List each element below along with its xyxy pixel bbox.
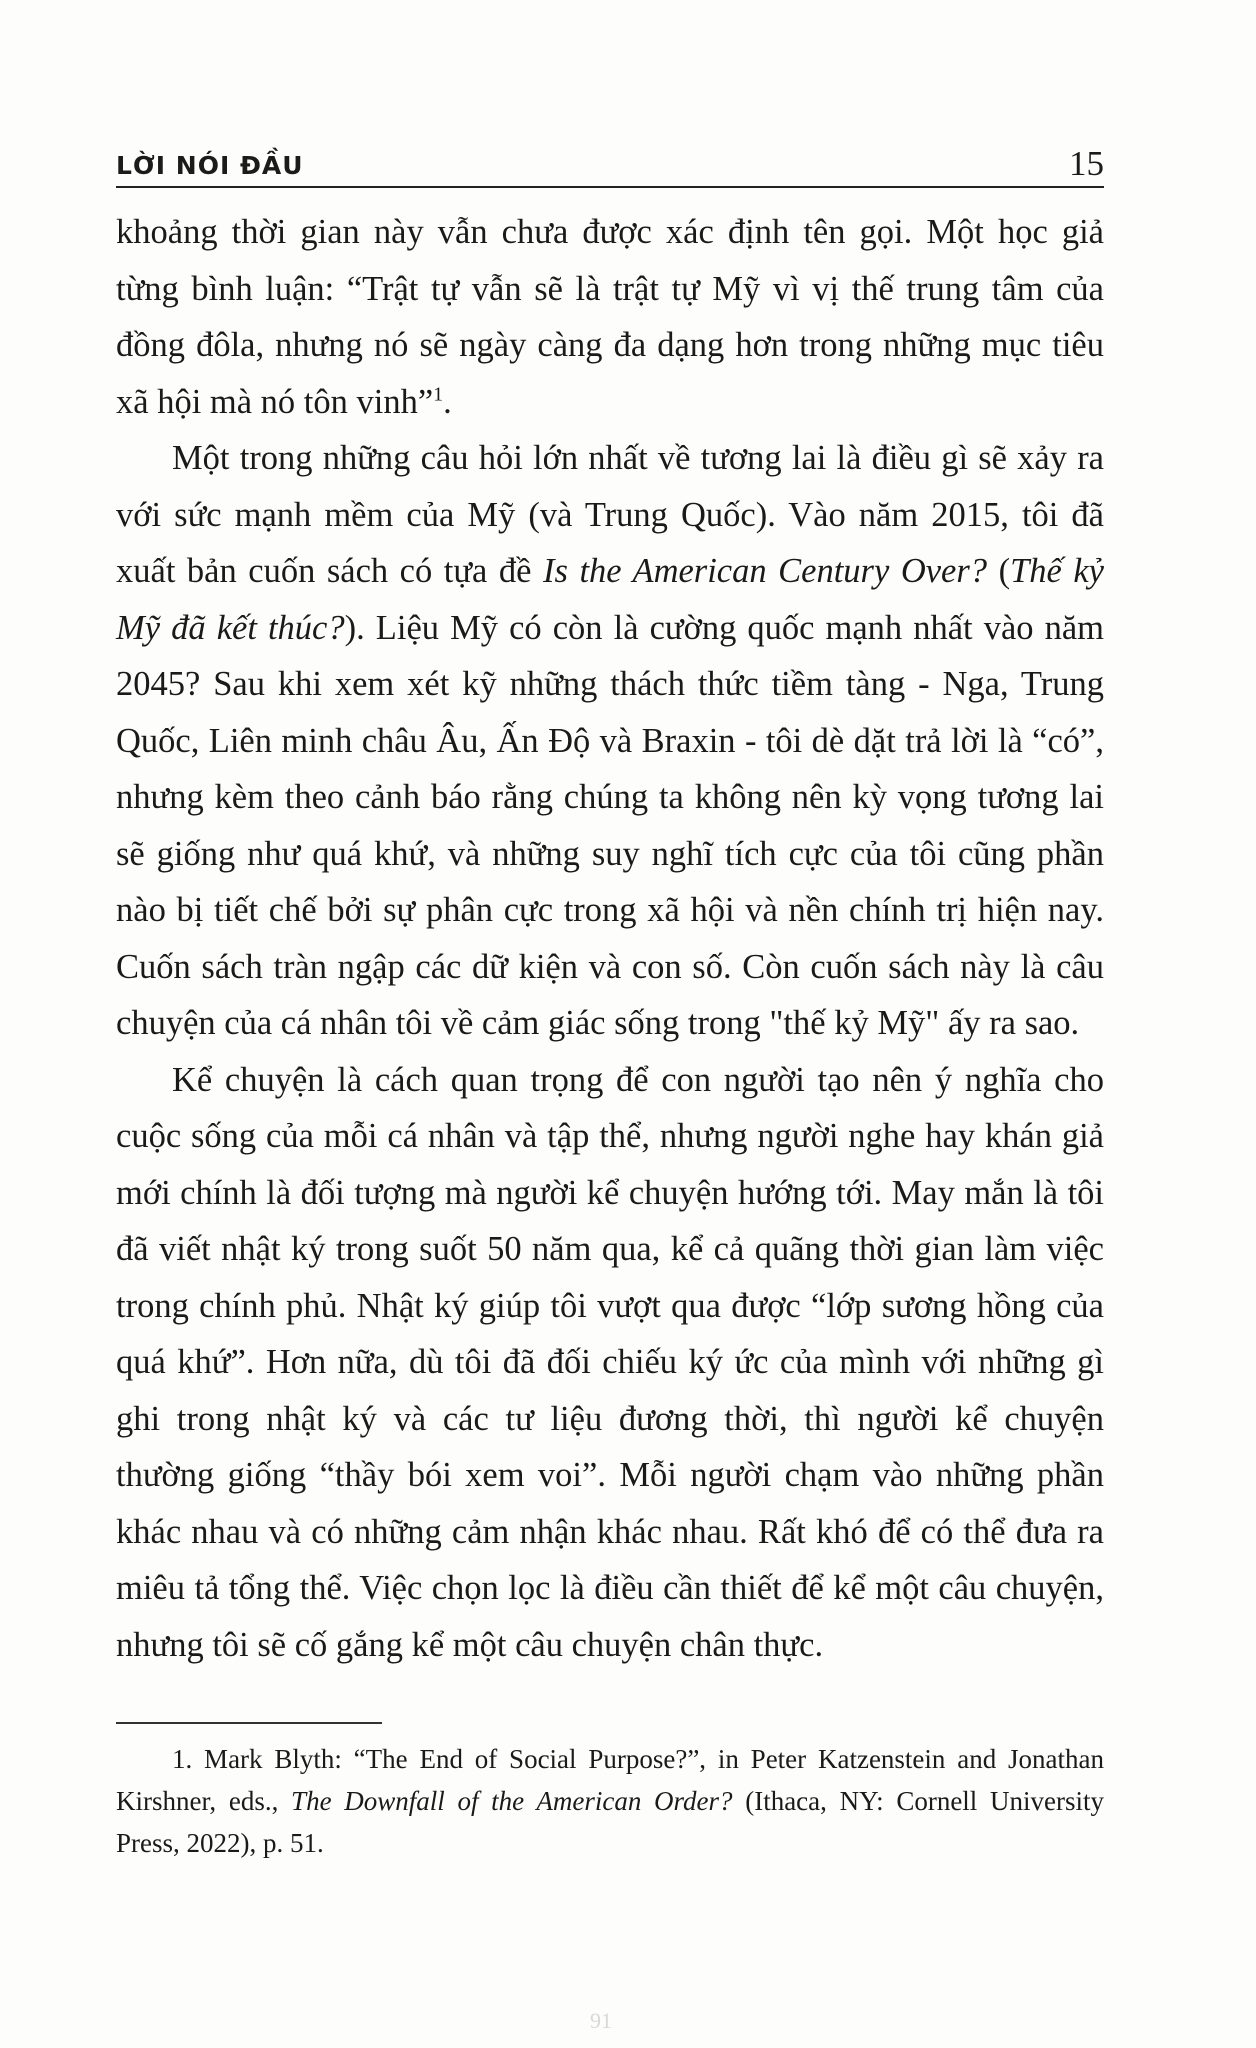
paragraph-2 (116, 430, 1104, 1052)
paragraph-3-text: Kể chuyện là cách quan trọng để con người tạo nên ý nghĩa cho cuộc sống của mỗi cá nhân và tập thể, nhưng người nghe hay khán giả mới chính là đối tượng mà người kể chuyện hướng tới. May mắn là tôi đã viết nhật ký trong suốt 50 năm qua, kể cả quãng thời gian làm việc trong chính phủ. Nhật ký giúp tôi vượt qua được “lớp sương hồng của quá khứ”. Hơn nữa, dù tôi đã đối chiếu ký ức của mình với những gì ghi trong nhật ký và các tư liệu đương thời, thì người kể chuyện thường giống “thầy bói xem voi”. Mỗi người chạm vào những phần khác nhau và có những cảm nhận khác nhau. Rất khó để có thể đưa ra miêu tả tổng thể. Việc chọn lọc là điều cần thiết để kể một câu chuyện, nhưng tôi sẽ cố gắng kể một câu chuyện chân thực. (116, 1060, 1104, 1664)
footnote-divider (116, 1722, 382, 1724)
scan-mark: 91 (590, 2008, 612, 2033)
running-header (116, 138, 1104, 188)
page-number: 15 (1069, 144, 1104, 183)
footnote-lead: 1. Mark Blyth: “The End of Social Purpose?”, in Peter Katzenstein and Jonathan Kirshner, eds., (116, 1744, 1104, 1816)
footnote-rest: (Ithaca, NY: Cornell University Press, 2022), p. 51. (116, 1786, 1104, 1858)
footnote-reference: 1 (433, 383, 444, 405)
paragraph-1-end: . (443, 382, 452, 421)
running-title: LỜI NÓI ĐẦU (116, 151, 304, 180)
body-text (116, 204, 1104, 1673)
book-title-english: Is the American Century Over? (543, 552, 988, 590)
paragraph-3 (116, 1052, 1104, 1674)
paragraph-2-rest: ). Liệu Mỹ có còn là cường quốc mạnh nhất vào năm 2045? Sau khi xem xét kỹ những thách thức tiềm tàng - Nga, Trung Quốc, Liên minh châu Âu, Ấn Độ và Braxin - tôi dè dặt trả lời là “có”, nhưng kèm theo cảnh báo rằng chúng ta không nên kỳ vọng tương lai sẽ giống như quá khứ, và những suy nghĩ tích cực của tôi cũng phần nào bị tiết chế bởi sự phân cực trong xã hội và nền chính trị hiện nay. Cuốn sách tràn ngập các dữ kiện và con số. Còn cuốn sách này là câu chuyện của cá nhân tôi về cảm giác sống trong "thế kỷ Mỹ" ấy ra sao. (116, 608, 1104, 1042)
paragraph-2-lead: Một trong những câu hỏi lớn nhất về tương lai là điều gì sẽ xảy ra với sức mạnh mềm của Mỹ (và Trung Quốc). Vào năm 2015, tôi đã xuất bản cuốn sách có tựa đề (116, 439, 1104, 590)
footnote-book-title: The Downfall of the American Order? (291, 1786, 733, 1816)
paragraph-1 (116, 204, 1104, 430)
paragraph-1-text: khoảng thời gian này vẫn chưa được xác định tên gọi. Một học giả từng bình luận: “Trật tự vẫn sẽ là trật tự Mỹ vì vị thế trung tâm của đồng đôla, nhưng nó sẽ ngày càng đa dạng hơn trong những mục tiêu xã hội mà nó tôn vinh” (116, 213, 1104, 421)
footnote (116, 1738, 1104, 1864)
paragraph-2-paren: ( (987, 552, 1011, 590)
book-title-vietnamese: Thế kỷ Mỹ đã kết thúc? (116, 552, 1104, 647)
